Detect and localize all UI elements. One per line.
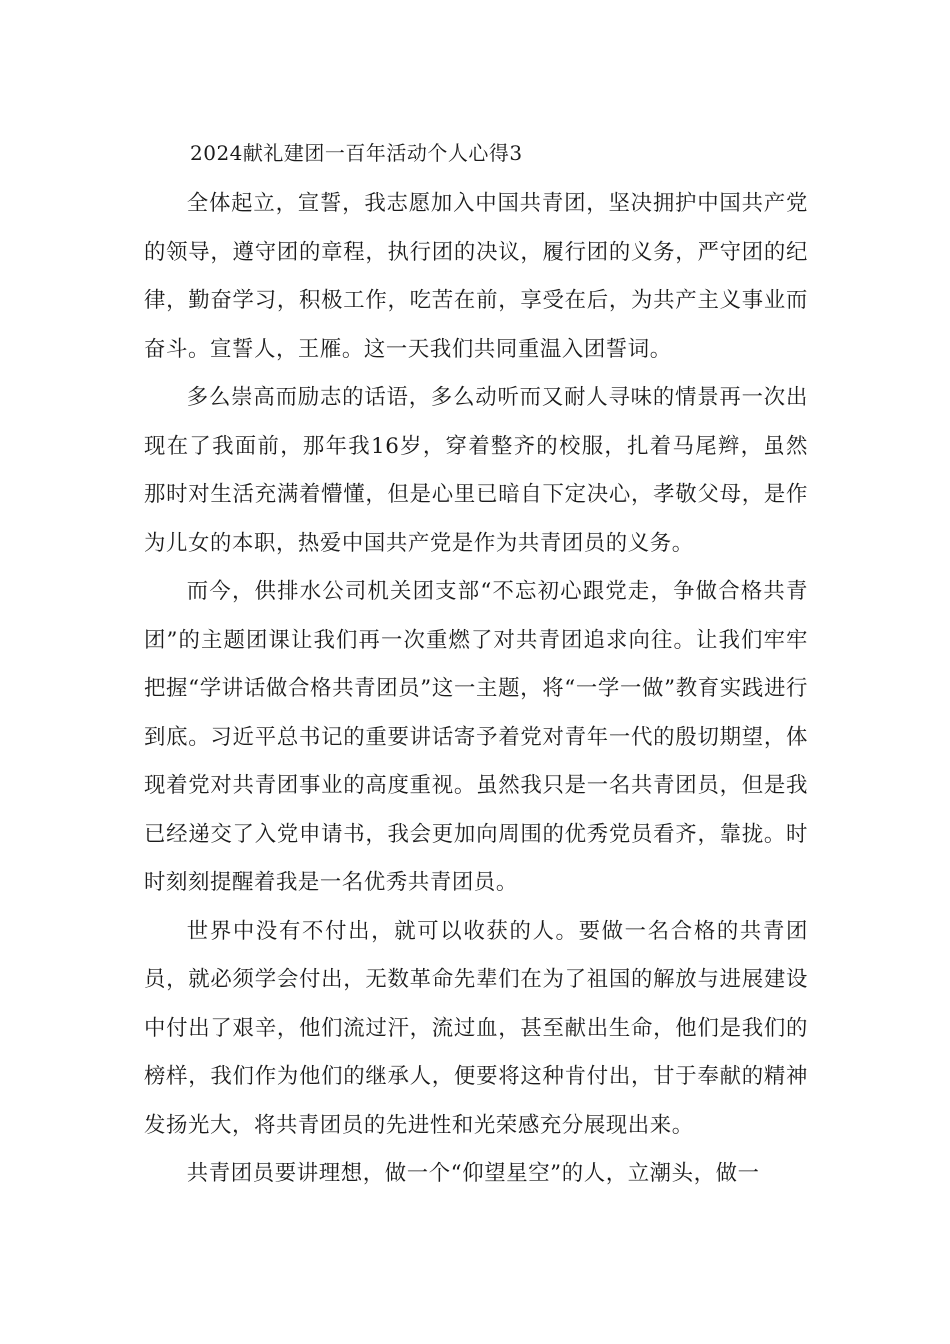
paragraph-dedication: 世界中没有不付出，就可以收获的人。要做一名合格的共青团员，就必须学会付出，无数革命先辈们在为了祖国的解放与进展建设中付出了艰辛，他们流过汗，流过血，甚至献出生命，他们是我们的榜样，我们作为他们的继承人，便要将这种肯付出，甘于奉献的精神发扬光大，将共青团员的先进性和光荣感充分展现出来。 — [144, 918, 808, 1138]
document-body — [144, 180, 808, 1199]
document-title: 2024献礼建团一百年活动个人心得3 — [190, 141, 523, 165]
paragraph-party-lesson: 而今，供排水公司机关团支部“不忘初心跟党走，争做合格共青团”的主题团课让我们再一次重燃了对共青团追求向往。让我们牢牢把握“学讲话做合格共青团员”这一主题，将“一学一做”教育实践进行到底。习近平总书记的重要讲话寄予着党对青年一代的殷切期望，体现着党对共青团事业的高度重视。虽然我只是一名共青团员，但是我已经递交了入党申请书，我会更加向周围的优秀党员看齐，靠拢。时时刻刻提醒着我是一名优秀共青团员。 — [144, 579, 808, 895]
paragraph-oath: 全体起立，宣誓，我志愿加入中国共青团，坚决拥护中国共产党的领导，遵守团的章程，执行团的决议，履行团的义务，严守团的纪律，勤奋学习，积极工作，吃苦在前，享受在后，为共产主义事业而奋斗。宣誓人，王雁。这一天我们共同重温入团誓词。 — [144, 191, 808, 362]
paragraph-memory: 多么崇高而励志的话语，多么动听而又耐人寻味的情景再一次出现在了我面前，那年我16岁，穿着整齐的校服，扎着马尾辫，虽然那时对生活充满着懵懂，但是心里已暗自下定决心，孝敬父母，是作为儿女的本职，热爱中国共产党是作为共青团员的义务。 — [144, 385, 808, 556]
paragraph-ideals: 共青团员要讲理想，做一个“仰望星空”的人，立潮头，做一 — [186, 1161, 760, 1186]
